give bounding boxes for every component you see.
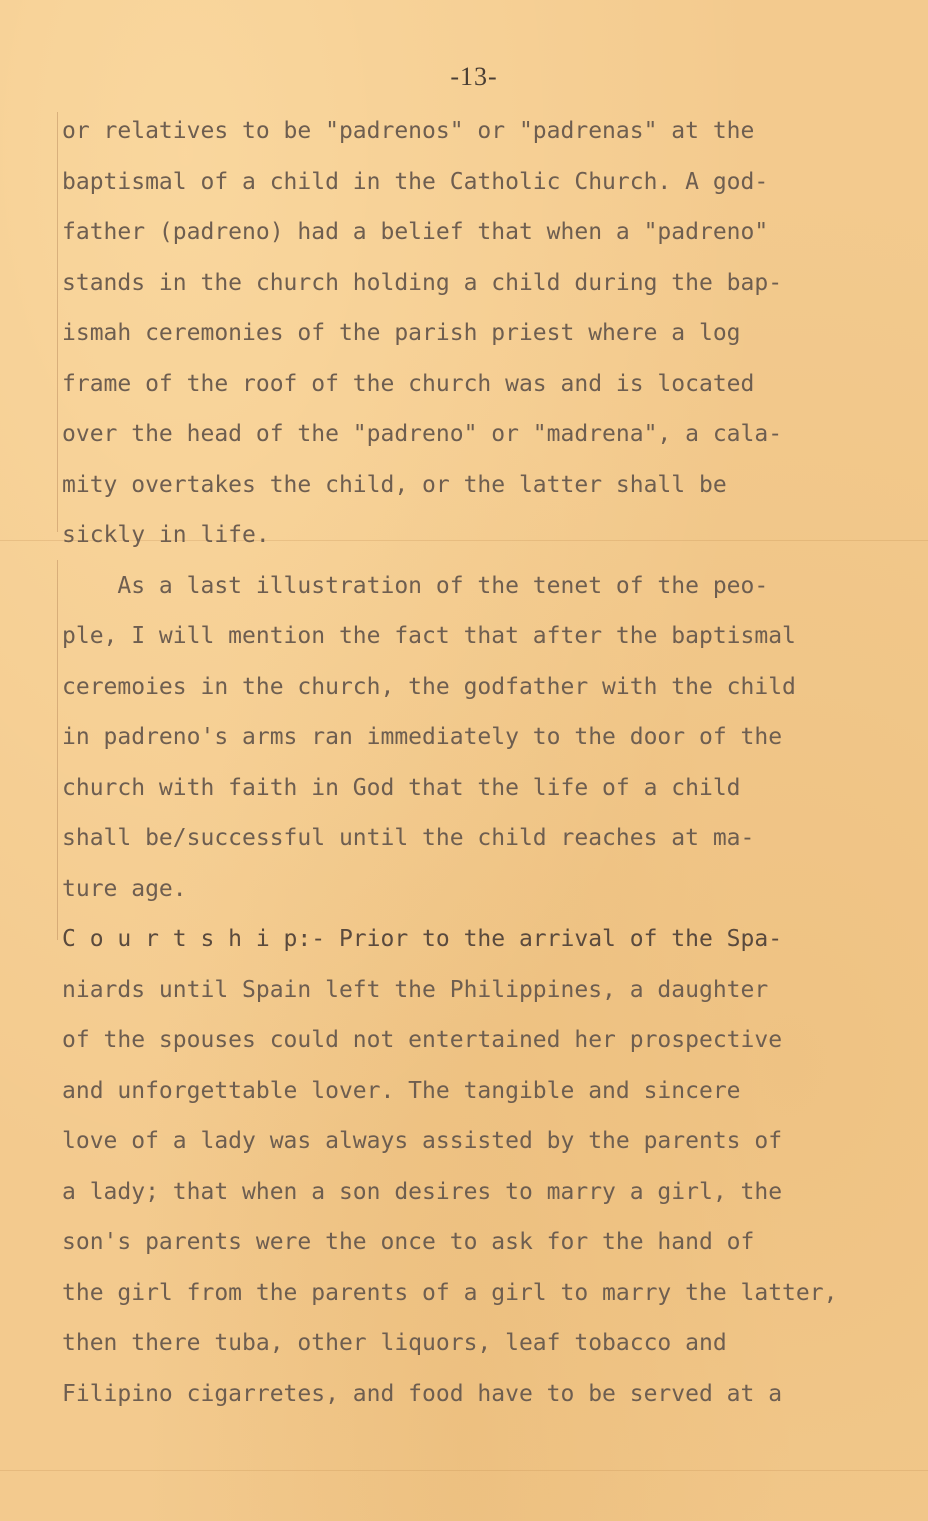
- text-line: church with faith in God that the life of a child: [62, 774, 741, 801]
- text-line: or relatives to be "padrenos" or "padrenas" at the: [62, 118, 755, 144]
- body-text: [62, 106, 902, 1419]
- text-line: ismah ceremonies of the parish priest where a log: [62, 320, 741, 346]
- text-line: ceremoies in the church, the godfather with the child: [62, 673, 796, 700]
- text-line: and unforgettable lover. The tangible and sincere: [62, 1077, 741, 1104]
- section-heading-line: C o u r t s h i p:- Prior to the arrival of the Spa-: [62, 926, 783, 952]
- text-line: As a last illustration of the tenet of the peo-: [62, 572, 769, 599]
- text-line: over the head of the "padreno" or "madrena", a cala-: [62, 421, 783, 447]
- margin-stain: [57, 560, 58, 940]
- text-line: then there tuba, other liquors, leaf tobacco and: [62, 1330, 727, 1356]
- text-line: baptismal of a child in the Catholic Church. A god-: [62, 168, 769, 195]
- text-line: ple, I will mention the fact that after the baptismal: [62, 623, 796, 649]
- text-line: love of a lady was always assisted by the parents of: [62, 1128, 783, 1154]
- text-line: stands in the church holding a child during the bap-: [62, 269, 783, 296]
- text-line: ture age.: [62, 875, 187, 902]
- paper-fold-line: [0, 1470, 928, 1471]
- text-line: shall be/successful until the child reaches at ma-: [62, 825, 755, 851]
- text-line: sickly in life.: [62, 522, 270, 548]
- text-line: son's parents were the once to ask for the hand of: [62, 1229, 755, 1255]
- text-line: Filipino cigarretes, and food have to be served at a: [62, 1380, 783, 1407]
- page-number: -13-: [450, 62, 498, 91]
- text-line: frame of the roof of the church was and is located: [62, 370, 755, 397]
- margin-stain: [57, 112, 58, 532]
- text-line: a lady; that when a son desires to marry a girl, the: [62, 1178, 783, 1205]
- text-line: niards until Spain left the Philippines, a daughter: [62, 976, 769, 1003]
- text-line: in padreno's arms ran immediately to the door of the: [62, 724, 783, 750]
- text-line: of the spouses could not entertained her prospective: [62, 1027, 783, 1053]
- text-line: the girl from the parents of a girl to marry the latter,: [62, 1279, 838, 1306]
- text-line: mity overtakes the child, or the latter shall be: [62, 471, 727, 498]
- text-line: father (padreno) had a belief that when a "padreno": [62, 219, 769, 245]
